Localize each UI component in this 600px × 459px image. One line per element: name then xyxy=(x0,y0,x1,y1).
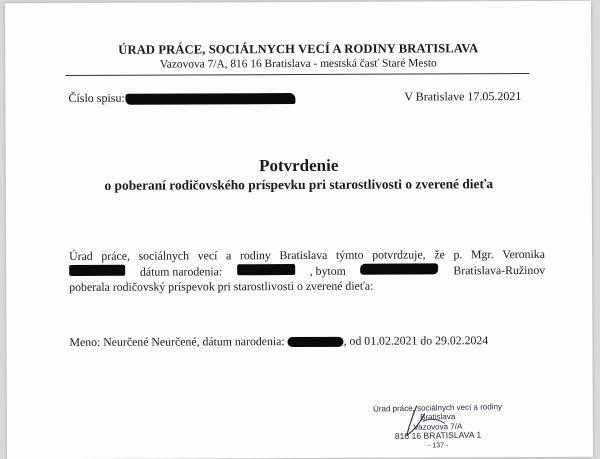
paragraph-line-1: Úrad práce, sociálnych vecí a rodiny Bratislava týmto potvrdzuje, že p. Mgr. Veronika xyxy=(69,246,545,264)
document-title: Potvrdenie xyxy=(259,155,339,176)
place-date: V Bratislave 17.05.2021 xyxy=(404,89,522,104)
stamp-line-1: Úrad práce, sociálnych vecí a rodiny xyxy=(372,402,503,414)
office-title: ÚRAD PRÁCE, SOCIÁLNYCH VECÍ A RODINY BRATISLAVA xyxy=(118,41,479,57)
redacted-address xyxy=(361,263,439,274)
redacted-surname xyxy=(69,264,125,275)
redacted-birth-date xyxy=(237,264,295,275)
confirmation-paragraph xyxy=(69,247,545,296)
document-page xyxy=(5,1,593,459)
file-number-label: Číslo spisu: xyxy=(68,90,125,106)
office-address: Vazovova 7/A, 816 16 Bratislava - mestská časť Staré Mesto xyxy=(159,57,437,71)
redacted-child-birth-date xyxy=(288,337,344,347)
header-divider xyxy=(65,73,529,76)
office-stamp xyxy=(362,402,513,452)
stamp-line-4: 816 16 BRATISLAVA 1 xyxy=(394,429,482,442)
redacted-file-number xyxy=(126,93,296,105)
stamp-line-2: Bratislava xyxy=(420,412,456,423)
child-info-line: Meno: Neurčené Neurčené, dátum narodenia: , od 01.02.2021 do 29.02.2024 xyxy=(69,333,489,350)
paragraph-line-2: dátum narodenia: , bytom Bratislava-Ružinov xyxy=(69,263,545,281)
document-subtitle: o poberaní rodičovského príspevku pri starostlivosti o zverené dieťa xyxy=(104,176,494,193)
file-number-row xyxy=(68,90,295,106)
stamp-line-5: - 137 - xyxy=(428,441,449,450)
stamp-line-3: Vazovova 7/A xyxy=(413,421,463,432)
paragraph-line-3: poberala rodičovský príspevok pri starostlivosti o zverené dieťa: xyxy=(69,278,374,295)
